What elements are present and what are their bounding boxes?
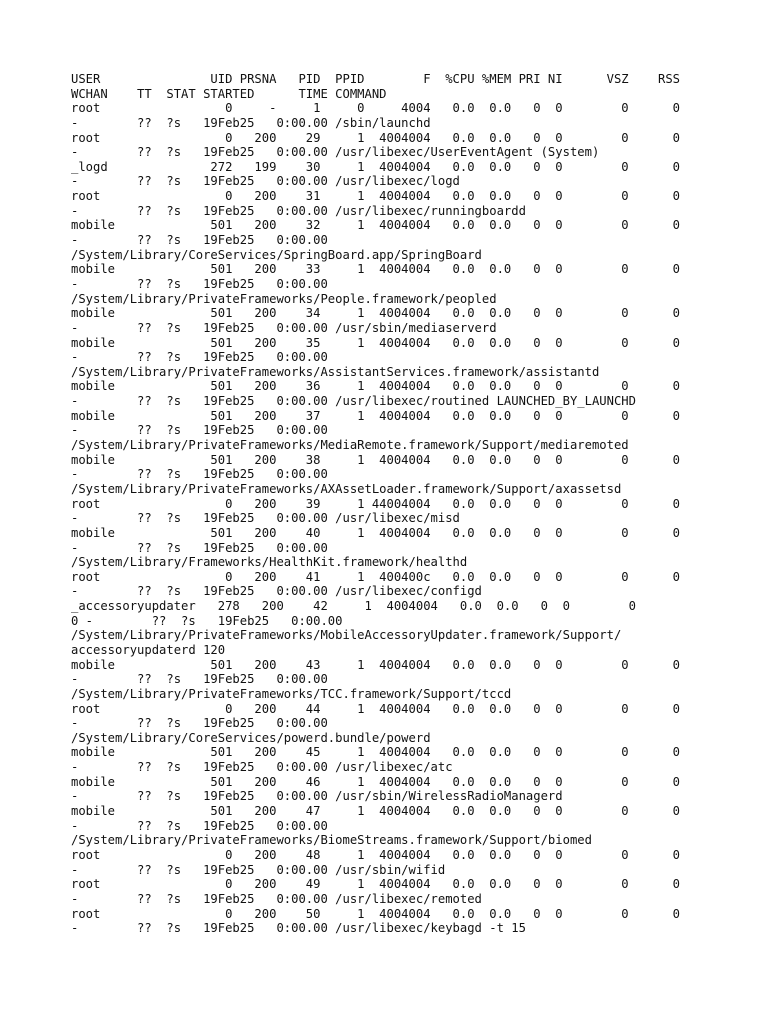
process-line: - ?? ?s 19Feb25 0:00.00: [71, 716, 328, 731]
process-line: root 0 200 44 1 4004004 0.0 0.0 0 0 0 0: [71, 701, 681, 716]
process-line: - ?? ?s 19Feb25 0:00.00: [71, 276, 328, 291]
process-line: - ?? ?s 19Feb25 0:00.00: [71, 467, 328, 482]
process-line: mobile 501 200 46 1 4004004 0.0 0.0 0 0 0 0: [71, 774, 681, 789]
process-line: /System/Library/PrivateFrameworks/MediaRemote.framework/Support/mediaremoted: [71, 438, 629, 453]
process-line: - ?? ?s 19Feb25 0:00.00 /usr/sbin/wifid: [71, 862, 446, 877]
process-line: /System/Library/CoreServices/SpringBoard.app/SpringBoard: [71, 247, 482, 262]
process-line: mobile 501 200 38 1 4004004 0.0 0.0 0 0 0 0: [71, 452, 681, 467]
process-line: root 0 - 1 0 4004 0.0 0.0 0 0 0 0: [71, 101, 681, 116]
process-line: /System/Library/PrivateFrameworks/AssistantServices.framework/assistantd: [71, 364, 600, 379]
process-listing: [71, 72, 711, 936]
process-line: mobile 501 200 45 1 4004004 0.0 0.0 0 0 0 0: [71, 745, 681, 760]
process-line: - ?? ?s 19Feb25 0:00.00: [71, 233, 328, 248]
column-header-line: WCHAN TT STAT STARTED TIME COMMAND: [71, 86, 387, 101]
process-line: - ?? ?s 19Feb25 0:00.00 /usr/libexec/configd: [71, 584, 482, 599]
process-line: /System/Library/CoreServices/powerd.bundle/powerd: [71, 730, 431, 745]
process-line: - ?? ?s 19Feb25 0:00.00 /usr/libexec/runningboardd: [71, 203, 526, 218]
process-line: root 0 200 39 1 44004004 0.0 0.0 0 0 0 0: [71, 496, 681, 511]
process-line: 0 - ?? ?s 19Feb25 0:00.00: [71, 613, 343, 628]
process-line: /System/Library/PrivateFrameworks/People.framework/peopled: [71, 291, 497, 306]
process-line: mobile 501 200 33 1 4004004 0.0 0.0 0 0 0 0: [71, 262, 681, 277]
process-line: mobile 501 200 36 1 4004004 0.0 0.0 0 0 0 0: [71, 379, 681, 394]
process-line: - ?? ?s 19Feb25 0:00.00: [71, 350, 328, 365]
process-line: mobile 501 200 43 1 4004004 0.0 0.0 0 0 0 0: [71, 657, 681, 672]
process-line: - ?? ?s 19Feb25 0:00.00 /usr/sbin/WirelessRadioManagerd: [71, 789, 563, 804]
process-line: accessoryupdaterd 120: [71, 642, 226, 657]
process-line: - ?? ?s 19Feb25 0:00.00 /usr/libexec/logd: [71, 174, 460, 189]
process-line: /System/Library/PrivateFrameworks/TCC.framework/Support/tccd: [71, 686, 512, 701]
column-header-line: USER UID PRSNA PID PPID F %CPU %MEM PRI NI VSZ RSS: [71, 72, 681, 86]
process-line: - ?? ?s 19Feb25 0:00.00: [71, 423, 328, 438]
process-line: - ?? ?s 19Feb25 0:00.00: [71, 672, 328, 687]
process-line: root 0 200 41 1 400400c 0.0 0.0 0 0 0 0: [71, 569, 681, 584]
process-line: - ?? ?s 19Feb25 0:00.00 /usr/libexec/routined LAUNCHED_BY_LAUNCHD: [71, 394, 636, 409]
process-line: - ?? ?s 19Feb25 0:00.00 /usr/libexec/remoted: [71, 891, 482, 906]
process-line: root 0 200 31 1 4004004 0.0 0.0 0 0 0 0: [71, 189, 681, 204]
process-line: /System/Library/PrivateFrameworks/BiomeStreams.framework/Support/biomed: [71, 833, 592, 848]
process-line: /System/Library/PrivateFrameworks/MobileAccessoryUpdater.framework/Support/: [71, 628, 622, 643]
process-line: /System/Library/Frameworks/HealthKit.framework/healthd: [71, 555, 468, 570]
process-line: root 0 200 50 1 4004004 0.0 0.0 0 0 0 0: [71, 906, 681, 921]
process-line: - ?? ?s 19Feb25 0:00.00 /usr/libexec/atc: [71, 760, 453, 775]
process-line: - ?? ?s 19Feb25 0:00.00 /usr/libexec/UserEventAgent (System): [71, 145, 600, 160]
process-line: - ?? ?s 19Feb25 0:00.00 /usr/libexec/keybagd -t 15: [71, 921, 526, 936]
process-line: _accessoryupdater 278 200 42 1 4004004 0.0 0.0 0 0 0: [71, 599, 636, 614]
process-line: mobile 501 200 32 1 4004004 0.0 0.0 0 0 0 0: [71, 218, 681, 233]
process-line: /System/Library/PrivateFrameworks/AXAssetLoader.framework/Support/axassetsd: [71, 481, 622, 496]
process-line: - ?? ?s 19Feb25 0:00.00: [71, 818, 328, 833]
process-line: _logd 272 199 30 1 4004004 0.0 0.0 0 0 0 0: [71, 159, 681, 174]
process-line: root 0 200 49 1 4004004 0.0 0.0 0 0 0 0: [71, 877, 681, 892]
process-line: mobile 501 200 37 1 4004004 0.0 0.0 0 0 0 0: [71, 408, 681, 423]
process-line: mobile 501 200 47 1 4004004 0.0 0.0 0 0 0 0: [71, 804, 681, 819]
process-line: - ?? ?s 19Feb25 0:00.00 /usr/sbin/mediaserverd: [71, 320, 497, 335]
process-line: root 0 200 48 1 4004004 0.0 0.0 0 0 0 0: [71, 847, 681, 862]
process-line: - ?? ?s 19Feb25 0:00.00: [71, 540, 328, 555]
process-line: - ?? ?s 19Feb25 0:00.00 /sbin/launchd: [71, 115, 431, 130]
process-line: root 0 200 29 1 4004004 0.0 0.0 0 0 0 0: [71, 130, 681, 145]
process-line: mobile 501 200 40 1 4004004 0.0 0.0 0 0 0 0: [71, 525, 681, 540]
process-line: mobile 501 200 34 1 4004004 0.0 0.0 0 0 0 0: [71, 306, 681, 321]
process-line: mobile 501 200 35 1 4004004 0.0 0.0 0 0 0 0: [71, 335, 681, 350]
process-line: - ?? ?s 19Feb25 0:00.00 /usr/libexec/misd: [71, 511, 460, 526]
